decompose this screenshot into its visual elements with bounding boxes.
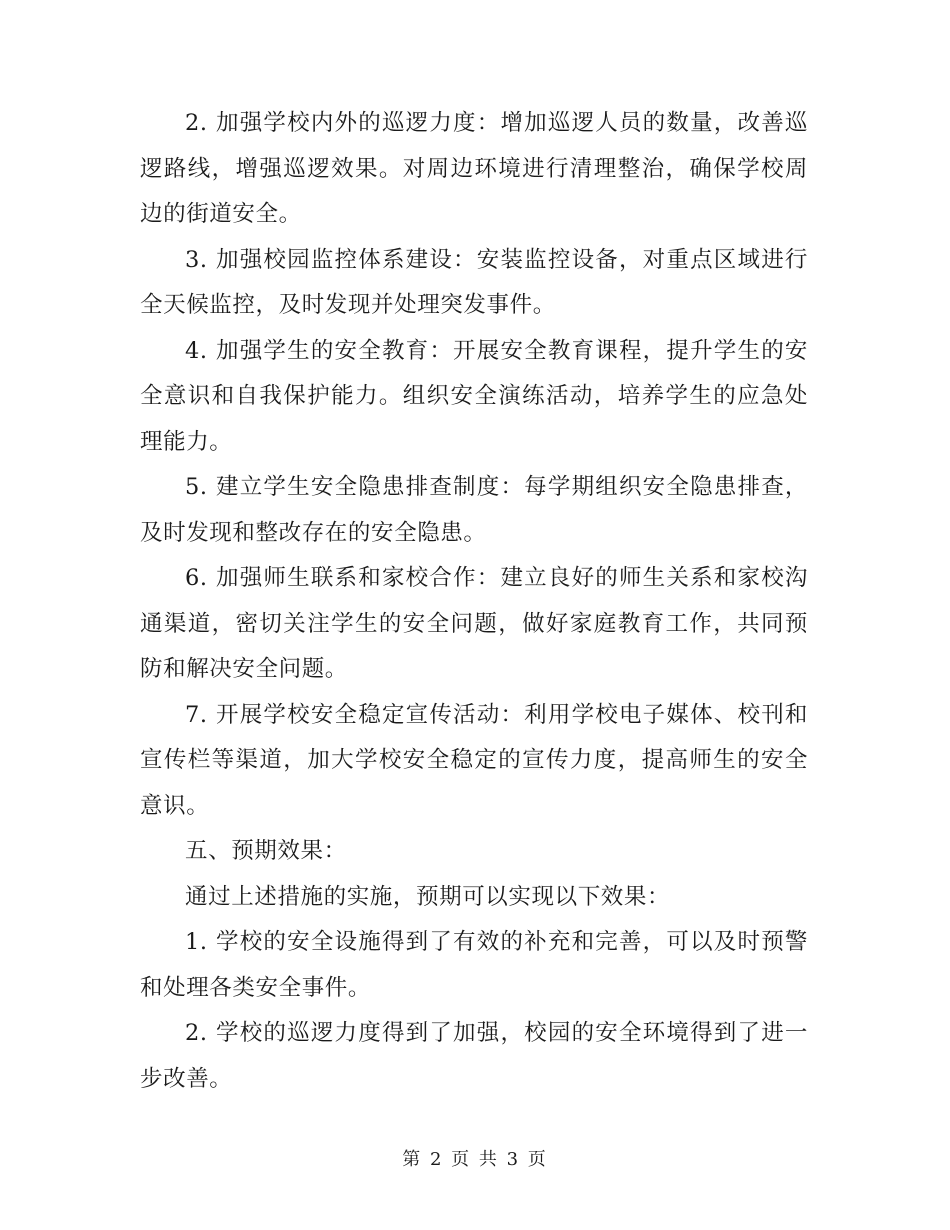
paragraph-measure-3: 3. 加强校园监控体系建设：安装监控设备，对重点区域进行全天候监控，及时发现并处理突发事件。 — [140, 246, 808, 318]
page-footer: 第 2 页 共 3 页 — [402, 1149, 548, 1170]
section-heading-expected-effects: 五、预期效果： — [185, 838, 347, 864]
paragraph-measure-5: 5. 建立学生安全隐患排查制度：每学期组织安全隐患排查，及时发现和整改存在的安全隐患。 — [140, 474, 808, 546]
paragraph-measure-2: 2. 加强学校内外的巡逻力度：增加巡逻人员的数量，改善巡逻路线，增强巡逻效果。对周边环境进行清理整治，确保学校周边的街道安全。 — [140, 110, 808, 227]
paragraph-effect-2: 2. 学校的巡逻力度得到了加强，校园的安全环境得到了进一步改善。 — [140, 1020, 808, 1092]
paragraph-measure-6: 6. 加强师生联系和家校合作：建立良好的师生关系和家校沟通渠道，密切关注学生的安全问题，做好家庭教育工作，共同预防和解决安全问题。 — [140, 565, 808, 682]
document-body — [140, 101, 808, 1102]
paragraph-effects-intro: 通过上述措施的实施，预期可以实现以下效果： — [185, 883, 671, 910]
paragraph-measure-7: 7. 开展学校安全稳定宣传活动：利用学校电子媒体、校刊和宣传栏等渠道，加大学校安全稳定的宣传力度，提高师生的安全意识。 — [140, 701, 808, 819]
paragraph-effect-1: 1. 学校的安全设施得到了有效的补充和完善，可以及时预警和处理各类安全事件。 — [140, 929, 808, 1001]
paragraph-measure-4: 4. 加强学生的安全教育：开展安全教育课程，提升学生的安全意识和自我保护能力。组织安全演练活动，培养学生的应急处理能力。 — [140, 337, 808, 455]
